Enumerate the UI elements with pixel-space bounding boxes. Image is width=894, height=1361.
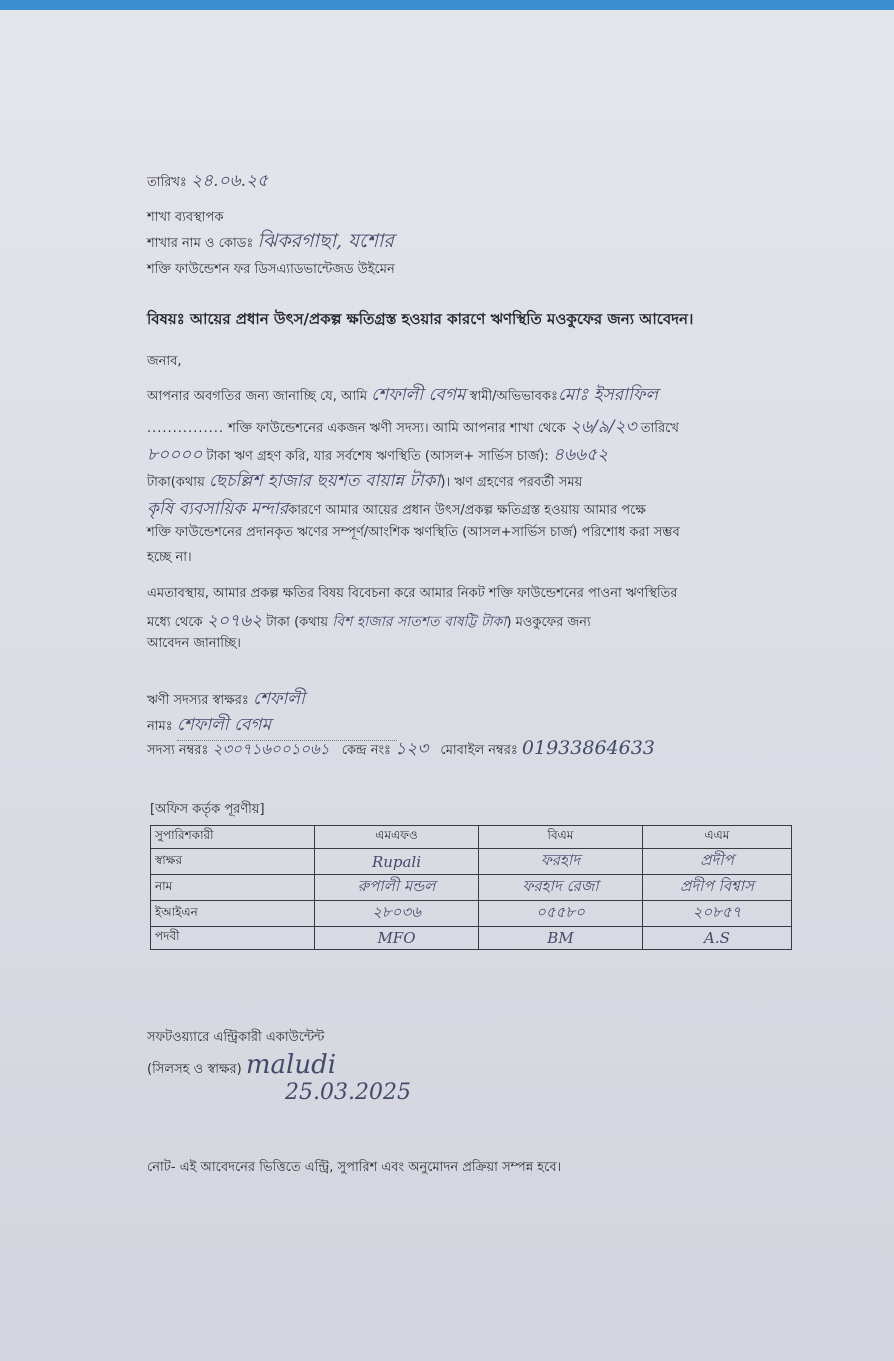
body-line-1 <box>147 382 658 410</box>
recipient-title: শাখা ব্যবস্থাপক <box>147 210 224 225</box>
body-text: )। ঋণ গ্রহণের পরবর্তী সময় <box>440 475 583 490</box>
body-line-3 <box>147 442 608 470</box>
signature-cell: Rupali <box>315 849 479 875</box>
accountant-seal-label: (সিলসহ ও স্বাক্ষর) <box>147 1062 242 1077</box>
body-text: ) মওকুফের জন্য <box>506 615 591 630</box>
name-cell: প্রদীপ বিশ্বাস <box>643 875 792 901</box>
waiver-amount: ২০৭৬২ <box>206 611 263 631</box>
signature-cell: ফরহাদ <box>479 849 643 875</box>
branch-row <box>147 227 394 259</box>
office-table <box>150 825 792 950</box>
accountant-date: 25.03.2025 <box>285 1080 411 1105</box>
designation-cell: BM <box>479 927 643 950</box>
member-signature: শেফালী <box>252 689 305 709</box>
dotted-blank: ............... <box>147 421 224 436</box>
office-table-header <box>151 826 792 849</box>
row-label: পদবী <box>151 927 315 950</box>
loan-date: ২৬/৯/২৩ <box>569 417 637 437</box>
row-label: নাম <box>151 875 315 901</box>
guardian-name: মোঃ ইসরাফিল <box>557 385 658 405</box>
accountant-seal-row <box>147 1050 336 1081</box>
waiver-in-words: বিশ হাজার সাতশত বাষট্টি টাকা <box>332 614 507 630</box>
ein-cell: ২৮০৩৬ <box>315 901 479 927</box>
row-label: স্বাক্ষর <box>151 849 315 875</box>
header-cell: এমএফও <box>315 826 479 849</box>
table-row <box>151 875 792 901</box>
header-cell: এএম <box>643 826 792 849</box>
outstanding-balance: ৪৬৬৫২ <box>552 445 609 465</box>
table-row <box>151 849 792 875</box>
branch-label: শাখার নাম ও কোডঃ <box>147 236 254 251</box>
body-text: টাকা (কথায় <box>266 615 329 630</box>
mobile-number: 01933864633 <box>521 737 655 759</box>
body-text: স্বামী/অভিভাবকঃ <box>469 389 558 404</box>
member-number: ২৩০৭১৬০০১০৬১ <box>212 740 330 758</box>
damage-reason: কৃষি ব্যবসায়িক মন্দার <box>147 499 289 519</box>
body-text: আপনার অবগতির জন্য জানাচ্ছি যে, আমি <box>147 389 368 404</box>
loan-amount: ৮০০০০ <box>147 445 203 465</box>
body-text: শক্তি ফাউন্ডেশনের একজন ঋণী সদস্য। আমি আপনার শাখা থেকে <box>228 421 566 436</box>
table-row <box>151 927 792 950</box>
member-id-row <box>147 736 655 764</box>
designation-cell: MFO <box>315 927 479 950</box>
table-row <box>151 901 792 927</box>
subject-line: বিষয়ঃ আয়ের প্রধান উৎস/প্রকল্প ক্ষতিগ্রস্ত হওয়ার কারণে ঋণস্থিতি মওকুফের জন্য আবেদন। <box>147 310 694 328</box>
center-number: ১২৩ <box>395 739 429 759</box>
body-text: টাকা ঋণ গ্রহণ করি, যার সর্বশেষ ঋণস্থিতি (আসল+ সার্ভিস চার্জ): <box>206 449 549 464</box>
header-cell: বিএম <box>479 826 643 849</box>
mobile-label: মোবাইল নম্বরঃ <box>440 743 518 758</box>
application-form <box>0 10 894 1361</box>
date-row <box>147 168 268 196</box>
ein-cell: ০৫৫৮০ <box>479 901 643 927</box>
request-line-2 <box>147 608 591 636</box>
center-label: কেন্দ্র নংঃ <box>341 743 391 758</box>
body-line-7: হচ্ছে না। <box>147 550 192 565</box>
body-text: তারিখে <box>640 421 679 436</box>
body-line-6: শক্তি ফাউন্ডেশনের প্রদানকৃত ঋণের সম্পূর্ণ/আংশিক ঋণস্থিতি (আসল+সার্ভিস চার্জ) পরিশোধ করা সম্ভব <box>147 525 680 540</box>
member-name-label: নামঃ <box>147 719 173 734</box>
branch-value: ঝিকরগাছা, যশোর <box>257 230 394 252</box>
accountant-signature: maludi <box>245 1050 337 1080</box>
ein-cell: ২০৮৫৭ <box>643 901 792 927</box>
body-text: টাকা(কথায় <box>147 475 205 490</box>
request-line-3: আবেদন জানাচ্ছি। <box>147 636 241 651</box>
body-line-4 <box>147 468 582 496</box>
member-signature-label: ঋণী সদস্যর স্বাক্ষরঃ <box>147 693 249 708</box>
organization-name: শক্তি ফাউন্ডেশন ফর ডিসএ্যাডভান্টেজড উইমেন <box>147 262 395 277</box>
row-label: ইআইএন <box>151 901 315 927</box>
member-name: শেফালী বেগম <box>177 712 397 741</box>
designation-cell: A.S <box>643 927 792 950</box>
date-value: ২৪.০৬.২৫ <box>191 171 269 191</box>
request-line-1: এমতাবস্থায়, আমার প্রকল্প ক্ষতির বিষয় বিবেচনা করে আমার নিকট শক্তি ফাউন্ডেশনের পাওনা ঋণস্থিতির <box>147 586 678 601</box>
body-text: কারণে আমার আয়ের প্রধান উৎস/প্রকল্প ক্ষতিগ্রস্ত হওয়ায় আমার পক্ষে <box>288 503 646 518</box>
date-label: তারিখঃ <box>147 175 187 190</box>
salutation: জনাব, <box>147 354 182 369</box>
header-cell: সুপারিশকারী <box>151 826 315 849</box>
footer-note: নোট- এই আবেদনের ভিত্তিতে এন্ট্রি, সুপারিশ এবং অনুমোদন প্রক্রিয়া সম্পন্ন হবে। <box>147 1160 562 1175</box>
office-section-title: [অফিস কর্তৃক পূরণীয়] <box>150 802 265 817</box>
body-line-5 <box>147 496 646 524</box>
body-line-2 <box>147 414 679 442</box>
applicant-name: শেফালী বেগম <box>371 385 466 405</box>
body-text: মধ্যে থেকে <box>147 615 203 630</box>
balance-in-words: ছেচল্লিশ হাজার ছয়শত বায়ান্ন টাকা <box>208 471 441 491</box>
accountant-title: সফটওয়্যারে এন্ট্রিকারী একাউন্টেন্ট <box>147 1030 325 1045</box>
signature-cell: প্রদীপ <box>643 849 792 875</box>
name-cell: ফরহাদ রেজা <box>479 875 643 901</box>
member-no-label: সদস্য নম্বরঃ <box>147 743 209 758</box>
name-cell: রুপালী মন্ডল <box>315 875 479 901</box>
member-signature-row <box>147 686 305 714</box>
